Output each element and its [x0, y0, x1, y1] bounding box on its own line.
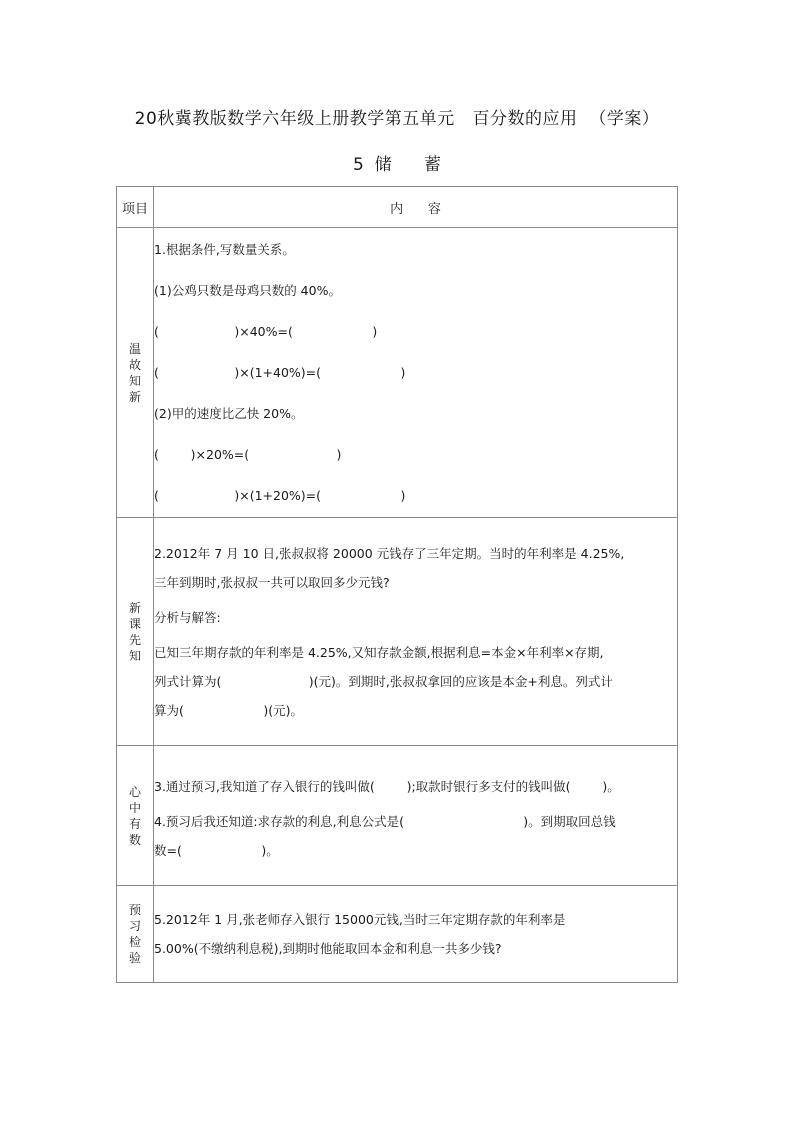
- analysis-heading: 分析与解答:: [154, 609, 221, 625]
- answer-blank-line: ( )×(1+20%)=( ): [154, 488, 406, 503]
- table-header-row: [117, 187, 678, 228]
- category-cell: [117, 746, 154, 886]
- lesson-subtitle: 5 储 蓄: [352, 155, 442, 175]
- content-cell: [154, 518, 678, 746]
- category-cell: [117, 886, 154, 983]
- analysis-text: 列式计算为( )(元)。到期时,张叔叔拿回的应该是本金+利息。列式计: [154, 673, 613, 689]
- content-cell: [154, 228, 678, 518]
- question-4-text: 数=( )。: [154, 843, 279, 858]
- section-row-check: [117, 886, 678, 983]
- question-2-text: 三年到期时,张叔叔一共可以取回多少元钱?: [154, 574, 390, 590]
- document-title: 20秋冀教版数学六年级上册教学第五单元 百分数的应用 （学案）: [134, 109, 660, 129]
- category-cell: [117, 228, 154, 518]
- category-cell: [117, 518, 154, 746]
- category-label: 温故知新: [128, 341, 141, 404]
- category-label: 新课先知: [128, 600, 141, 663]
- question-1-prompt: 1.根据条件,写数量关系。: [154, 242, 295, 257]
- question-5-text: 5.2012年 1 月,张老师存入银行 15000元钱,当时三年定期存款的年利率是: [154, 912, 566, 927]
- section-row-review: [117, 228, 678, 518]
- category-label: 预习检验: [128, 903, 141, 965]
- question-1-part-1: (1)公鸡只数是母鸡只数的 40%。: [154, 283, 341, 298]
- analysis-text: 已知三年期存款的年利率是 4.25%,又知存款金额,根据利息=本金×年利率×存期,: [154, 644, 604, 660]
- content-cell: [154, 746, 678, 886]
- answer-blank-line: ( )×40%=( ): [154, 324, 378, 339]
- column-header-content: 内 容: [154, 187, 678, 228]
- worksheet-table: [116, 186, 678, 983]
- content-cell: [154, 886, 678, 983]
- section-row-new-lesson: [117, 518, 678, 746]
- section-row-know: [117, 746, 678, 886]
- question-2-text: 2.2012年 7 月 10 日,张叔叔将 20000 元钱存了三年定期。当时的年利率是 4.25%,: [154, 545, 625, 561]
- question-1-part-2: (2)甲的速度比乙快 20%。: [154, 406, 304, 421]
- question-4-text: 4.预习后我还知道:求存款的利息,利息公式是( )。到期取回总钱: [154, 814, 616, 829]
- question-5-text: 5.00%(不缴纳利息税),到期时他能取回本金和利息一共多少钱?: [154, 941, 502, 956]
- analysis-text: 算为( )(元)。: [154, 702, 303, 718]
- category-label: 心中有数: [128, 784, 141, 847]
- question-3-text: 3.通过预习,我知道了存入银行的钱叫做( );取款时银行多支付的钱叫做( )。: [154, 779, 620, 794]
- answer-blank-line: ( )×(1+40%)=( ): [154, 365, 406, 380]
- answer-blank-line: ( )×20%=( ): [154, 447, 342, 462]
- column-header-item: 项目: [117, 187, 154, 228]
